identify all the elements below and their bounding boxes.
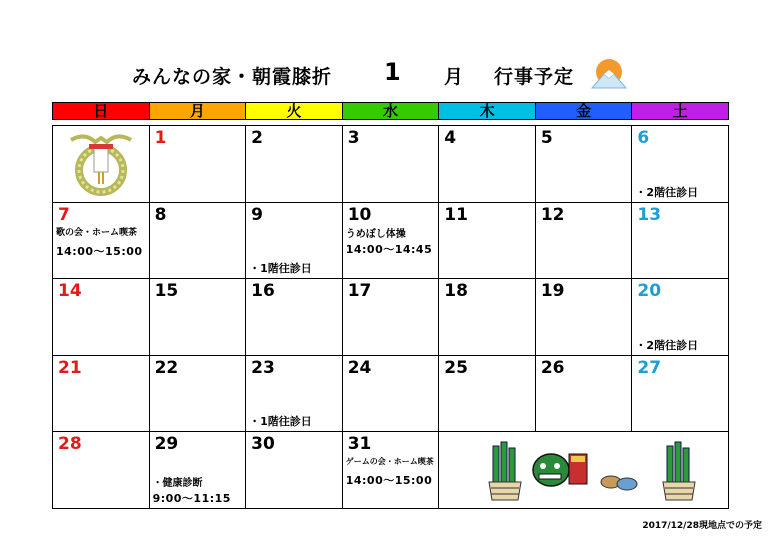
kadomatsu-icon [659, 440, 699, 502]
day-cell [53, 279, 150, 356]
day-cell [246, 279, 343, 356]
month-unit: 月 [444, 66, 465, 88]
day-number: 8 [154, 204, 167, 225]
day-cell [632, 279, 729, 356]
day-cell [632, 126, 729, 203]
day-number: 9 [251, 204, 263, 225]
event-note: ・1階往診日 [249, 262, 312, 276]
day-number: 13 [637, 204, 662, 225]
day-number: 24 [347, 357, 372, 378]
event-time: 14:00～14:45 [345, 242, 433, 256]
day-cell [343, 279, 440, 356]
calendar-grid [52, 125, 729, 509]
day-number: 11 [444, 204, 468, 225]
weekday-tue: 火 [246, 103, 343, 119]
new-year-sunrise-icon [588, 52, 630, 94]
weekday-header-row [52, 102, 729, 120]
day-number: 16 [251, 281, 275, 302]
day-number: 6 [637, 128, 650, 148]
weekday-thu: 木 [439, 103, 536, 119]
day-cell [150, 126, 247, 203]
day-cell [150, 356, 247, 433]
decoration-cell [439, 432, 729, 509]
day-cell [536, 203, 633, 280]
day-number: 10 [347, 204, 372, 225]
month-number: 1 [384, 58, 402, 86]
day-number: 23 [251, 357, 275, 378]
day-cell [536, 126, 633, 203]
event-note: ・2階往診日 [635, 338, 699, 352]
home-name-title: みんなの家・朝霞膝折 [132, 66, 333, 88]
schedule-subtitle: 行事予定 [494, 66, 575, 88]
day-number: 19 [540, 281, 565, 302]
event-title: ゲームの会・ホーム喫茶 [345, 457, 434, 467]
weekday-sat: 土 [632, 103, 728, 119]
event-note: ・2階往診日 [635, 185, 699, 199]
day-number: 4 [444, 128, 457, 148]
day-number: 21 [58, 357, 82, 378]
day-number: 5 [540, 128, 553, 148]
day-number: 15 [154, 281, 179, 302]
weekday-mon: 月 [150, 103, 247, 119]
event-time: 9:00～11:15 [152, 492, 231, 506]
event-title: 歌の会・ホーム喫茶 [56, 227, 138, 238]
day-number: 20 [637, 281, 662, 302]
day-cell [53, 203, 150, 280]
shimenawa-wreath-icon [65, 130, 137, 198]
event-title: うめぼし体操 [345, 228, 406, 240]
weekday-wed: 水 [343, 103, 440, 119]
day-cell [536, 279, 633, 356]
event-time: 14:00～15:00 [345, 474, 433, 488]
day-cell [439, 356, 536, 433]
day-number: 7 [58, 204, 70, 225]
day-cell [150, 432, 247, 509]
day-number: 12 [540, 204, 565, 225]
event-note: ・1階往診日 [249, 415, 312, 429]
day-number: 26 [540, 357, 565, 378]
day-number: 31 [347, 434, 372, 455]
day-cell [150, 279, 247, 356]
day-number: 22 [154, 357, 179, 378]
kadomatsu-icon [485, 440, 525, 502]
day-number: 3 [347, 128, 360, 148]
day-cell [246, 356, 343, 433]
day-cell [246, 126, 343, 203]
footer-note: 2017/12/28現地点での予定 [642, 521, 762, 531]
day-number: 28 [58, 434, 82, 455]
day-cell [53, 432, 150, 509]
day-cell [439, 203, 536, 280]
day-number: 17 [347, 281, 372, 302]
day-number: 25 [444, 357, 468, 378]
day-cell [343, 203, 440, 280]
day-number: 27 [637, 357, 662, 378]
day-cell [439, 279, 536, 356]
event-time: 14:00～15:00 [56, 244, 143, 258]
day-number: 18 [444, 281, 468, 302]
day-number: 30 [251, 434, 275, 455]
day-number: 2 [251, 128, 263, 148]
day-cell [439, 126, 536, 203]
day-cell [246, 432, 343, 509]
lion-dance-shishimai-icon [531, 442, 591, 492]
day-cell [150, 203, 247, 280]
event-title: ・健康診断 [152, 478, 203, 490]
day-number: 14 [58, 281, 82, 302]
weekday-sun: 日 [53, 103, 150, 119]
day-cell [343, 126, 440, 203]
day-cell [536, 356, 633, 433]
day-number: 29 [154, 434, 179, 455]
day-cell [343, 432, 440, 509]
day-cell [343, 356, 440, 433]
weekday-fri: 金 [536, 103, 633, 119]
day-number: 1 [154, 128, 167, 148]
day-cell-empty [53, 126, 150, 203]
spinning-top-icon [599, 470, 639, 494]
day-cell [53, 356, 150, 433]
day-cell [246, 203, 343, 280]
day-cell [632, 356, 729, 433]
day-cell [632, 203, 729, 280]
